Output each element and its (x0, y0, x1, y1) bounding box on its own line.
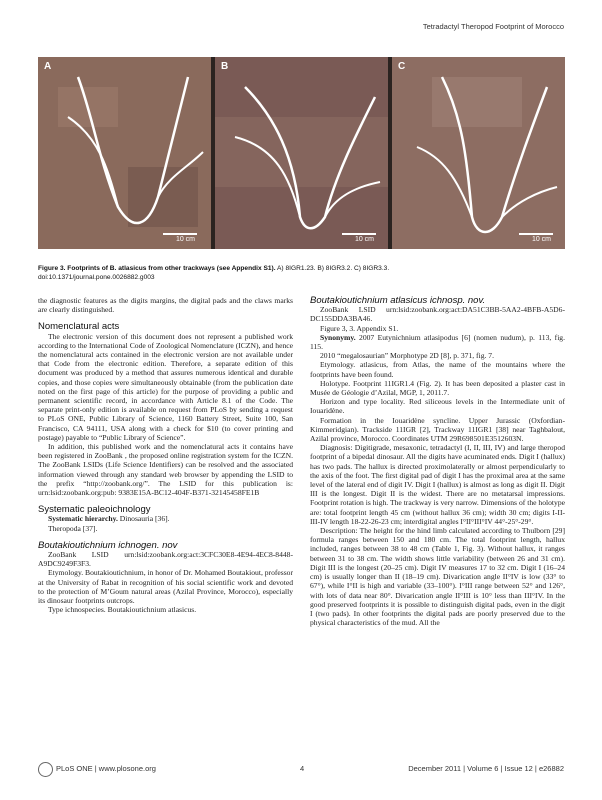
paragraph: Description: The height for the hind limb calculated according to Thulborn [29] formula ranges between 150 and 180 cm. The total footprint length, hallux included, ranges between 38 to 48 cm (Table 1, Fig. 3). Without hallux, it ranges between 31 to 38 cm. The width shows little variability (between 26 and 31 cm). Digit III is the longest (20–25 cm). Digit IV measures 17 to 32 cm. Digit I (16–24 cm) is usually longer than II (18–19 cm). Divarication angle II°IV is low (33° to 67°), while I°II is high and variable (33–100°). I°III range between 52° and 126°, with lots of data near 80°. Divarication angle II°III is 10° less than III°IV. In the good preserved footprints it is possible to distinguish digital pads, even in the digit I (two pads). In other footprints the digital pads are poorly preserved due to the physical characteristics of the mud. All the (310, 526, 565, 628)
footer-journal: PLoS ONE | www.plosone.org (56, 764, 156, 773)
section-heading: Boutakioutichnium atlasicus ichnosp. nov. (310, 295, 486, 306)
paragraph-text: Dinosauria [36]. (117, 514, 170, 524)
section-heading: Boutakioutichnium ichnogen. nov (38, 539, 178, 551)
section-heading: Nomenclatural acts (38, 321, 120, 333)
paragraph: ZooBank LSID urn:lsid:zoobank.org:act:3CFC30E8-4E94-4EC8-8448-A9DC9249F3F3. (38, 550, 293, 569)
paragraph: Etymology. atlasicus, from Atlas, the name of the mountains where the footprints have been found. (310, 360, 565, 379)
scale-bar-b (342, 233, 376, 235)
caption-text: A) 8IGR1.23. B) 8IGR3.2. C) 8IGR3.3. (275, 265, 390, 272)
paragraph-text: 2007 Eutynichnium atlasipodus [6] (nomen nudum), p. 113, fig. 115. (310, 332, 565, 352)
running-head: Tetradactyl Theropod Footprint of Morocco (422, 22, 564, 31)
footprint-photo-c (392, 57, 565, 249)
scale-bar-c (519, 233, 553, 235)
figure-3 (38, 57, 565, 249)
page-number: 4 (300, 764, 305, 773)
footprint-photo-b (215, 57, 388, 249)
paragraph: Theropoda [37]. (48, 523, 98, 533)
run-in-heading: Synonymy. (320, 332, 356, 342)
paragraph: The electronic version of this document does not represent a published work according to the International Code of Zoological Nomenclature (ICZN), and hence the nomenclatural acts contained in the electronic version are not available under that Code from the electronic edition. Therefore, a separate edition of this document was produced by a method that assures numerous identical and durable copies, and those copies were simultaneously obtainable (from the publication date noted on the first page of this article) for the purpose of providing a public and permanent scientific record, in accordance with Article 8.1 of the Code. The separate print-only edition is available on request from PLoS by sending a request to PLoS ONE, Public Library of Science, 1160 Battery Street, Suite 100, San Francisco, CA 94111, USA along with a check for $10 (to cover printing and postage) payable to “Public Library of Science”. (38, 331, 293, 442)
run-in-heading: Systematic hierarchy. (48, 514, 118, 524)
caption-title: Figure 3. Footprints of B. atlasicus from other trackways (see Appendix S1). (38, 265, 276, 272)
right-column (310, 296, 565, 627)
paragraph: 2010 “megalosaurian” Morphotype 2D [8], p. 371, fig. 7. (320, 351, 494, 361)
figure-caption (38, 264, 565, 273)
paragraph: Figure 3, 3. Appendix S1. (320, 323, 399, 333)
paragraph (38, 514, 293, 523)
paragraph: Formation in the Iouaridène syncline. Upper Jurassic (Oxfordian-Kimmeridgian). Trackside 11IGR [2], Trackway 11IGR1 [38] near Taghbalout, Azilal province, Morocco. Coordinates UTM 29R698501E3512603N. (310, 415, 565, 444)
scale-bar-a (163, 233, 197, 235)
paragraph: ZooBank LSID urn:lsid:zoobank.org:act:DA51C3BB-5AA2-4BFB-A5D6-DC155DDA3BA46. (310, 305, 565, 324)
footer-issue: December 2011 | Volume 6 | Issue 12 | e26882 (408, 764, 564, 773)
scale-label-b: 10 cm (354, 236, 374, 243)
section-heading: Systematic paleoichnology (38, 504, 151, 516)
left-column (38, 296, 293, 615)
paragraph: Etymology. Boutakioutichnium, in honor of Dr. Mohamed Boutakiout, professor at the University of Rabat in recognition of his social scientific work and devoted to the protection of M’Goum natural areas (Azilal Province, Morocco), especially its dinosaur footprints outcrops. (38, 568, 294, 606)
figure-panel-a (38, 57, 211, 249)
paragraph: In addition, this published work and the nomenclatural acts it contains have been registered in ZooBank , the proposed online registration system for the ICZN. The ZooBank LSIDs (Life Science Identifiers) can be resolved and the associated information viewed through any standard web browser by appending the LSID to the prefix “http://zoobank.org/”. The LSID for this publication is: urn:lsid:zoobank.org:pub: 9383E15A-BC12-404F-B371-32145458FE1B (38, 442, 293, 498)
figure-panel-c (392, 57, 565, 249)
plos-logo-icon (38, 762, 53, 777)
panel-label-a: A (44, 61, 52, 72)
paragraph: the diagnostic features as the digits margins, the digital pads and the claws marks are clearly distinguished. (38, 296, 293, 315)
paragraph: Horizon and type locality. Red siliceous levels in the Intermediate unit of Iouaridène. (310, 397, 565, 416)
scale-label-c: 10 cm (531, 236, 551, 243)
panel-label-b: B (221, 61, 229, 72)
paragraph: Holotype. Footprint 11IGR1.4 (Fig. 2). It has been deposited a plaster cast in Musée de Géologie d’Azilal, MGP, 1, 2011.7. (310, 378, 565, 398)
paragraph (310, 333, 565, 351)
figure-doi: doi:10.1371/journal.pone.0026882.g003 (38, 274, 155, 281)
paragraph: Diagnosis: Digitigrade, mesaxonic, tetradactyl (I, II, III, IV) and large theropod footprint of a bipedal dinosaur. All the digits have acuminated ends. Digit I (hallux) has two pads. The hallux is directed proximolaterally or almost perpendicularly to the axis of the foot. The first digital pad of digit I has the proximal area at the same level of the lateral end of digit IV. Digit I (hallux) is almost as long as digit II. Digit III is the longest. Digit II is the widest. There are no metatarsal impressions. Footprint rotation is high. The trackway is very narrow. Dimensions of the holotype are: total footprint length 45 cm (without hallux 36 cm); width 30 cm; digits I-II-III-IV length 18-22-26-23 cm; interdigital angles I°II°III°IV 44°-25°-29°. (310, 443, 565, 526)
panel-label-c: C (398, 61, 406, 72)
figure-panel-b (215, 57, 388, 249)
paragraph: Type ichnospecies. Boutakioutichnium atlasicus. (48, 605, 197, 615)
footprint-photo-a (38, 57, 211, 249)
scale-label-a: 10 cm (175, 236, 195, 243)
